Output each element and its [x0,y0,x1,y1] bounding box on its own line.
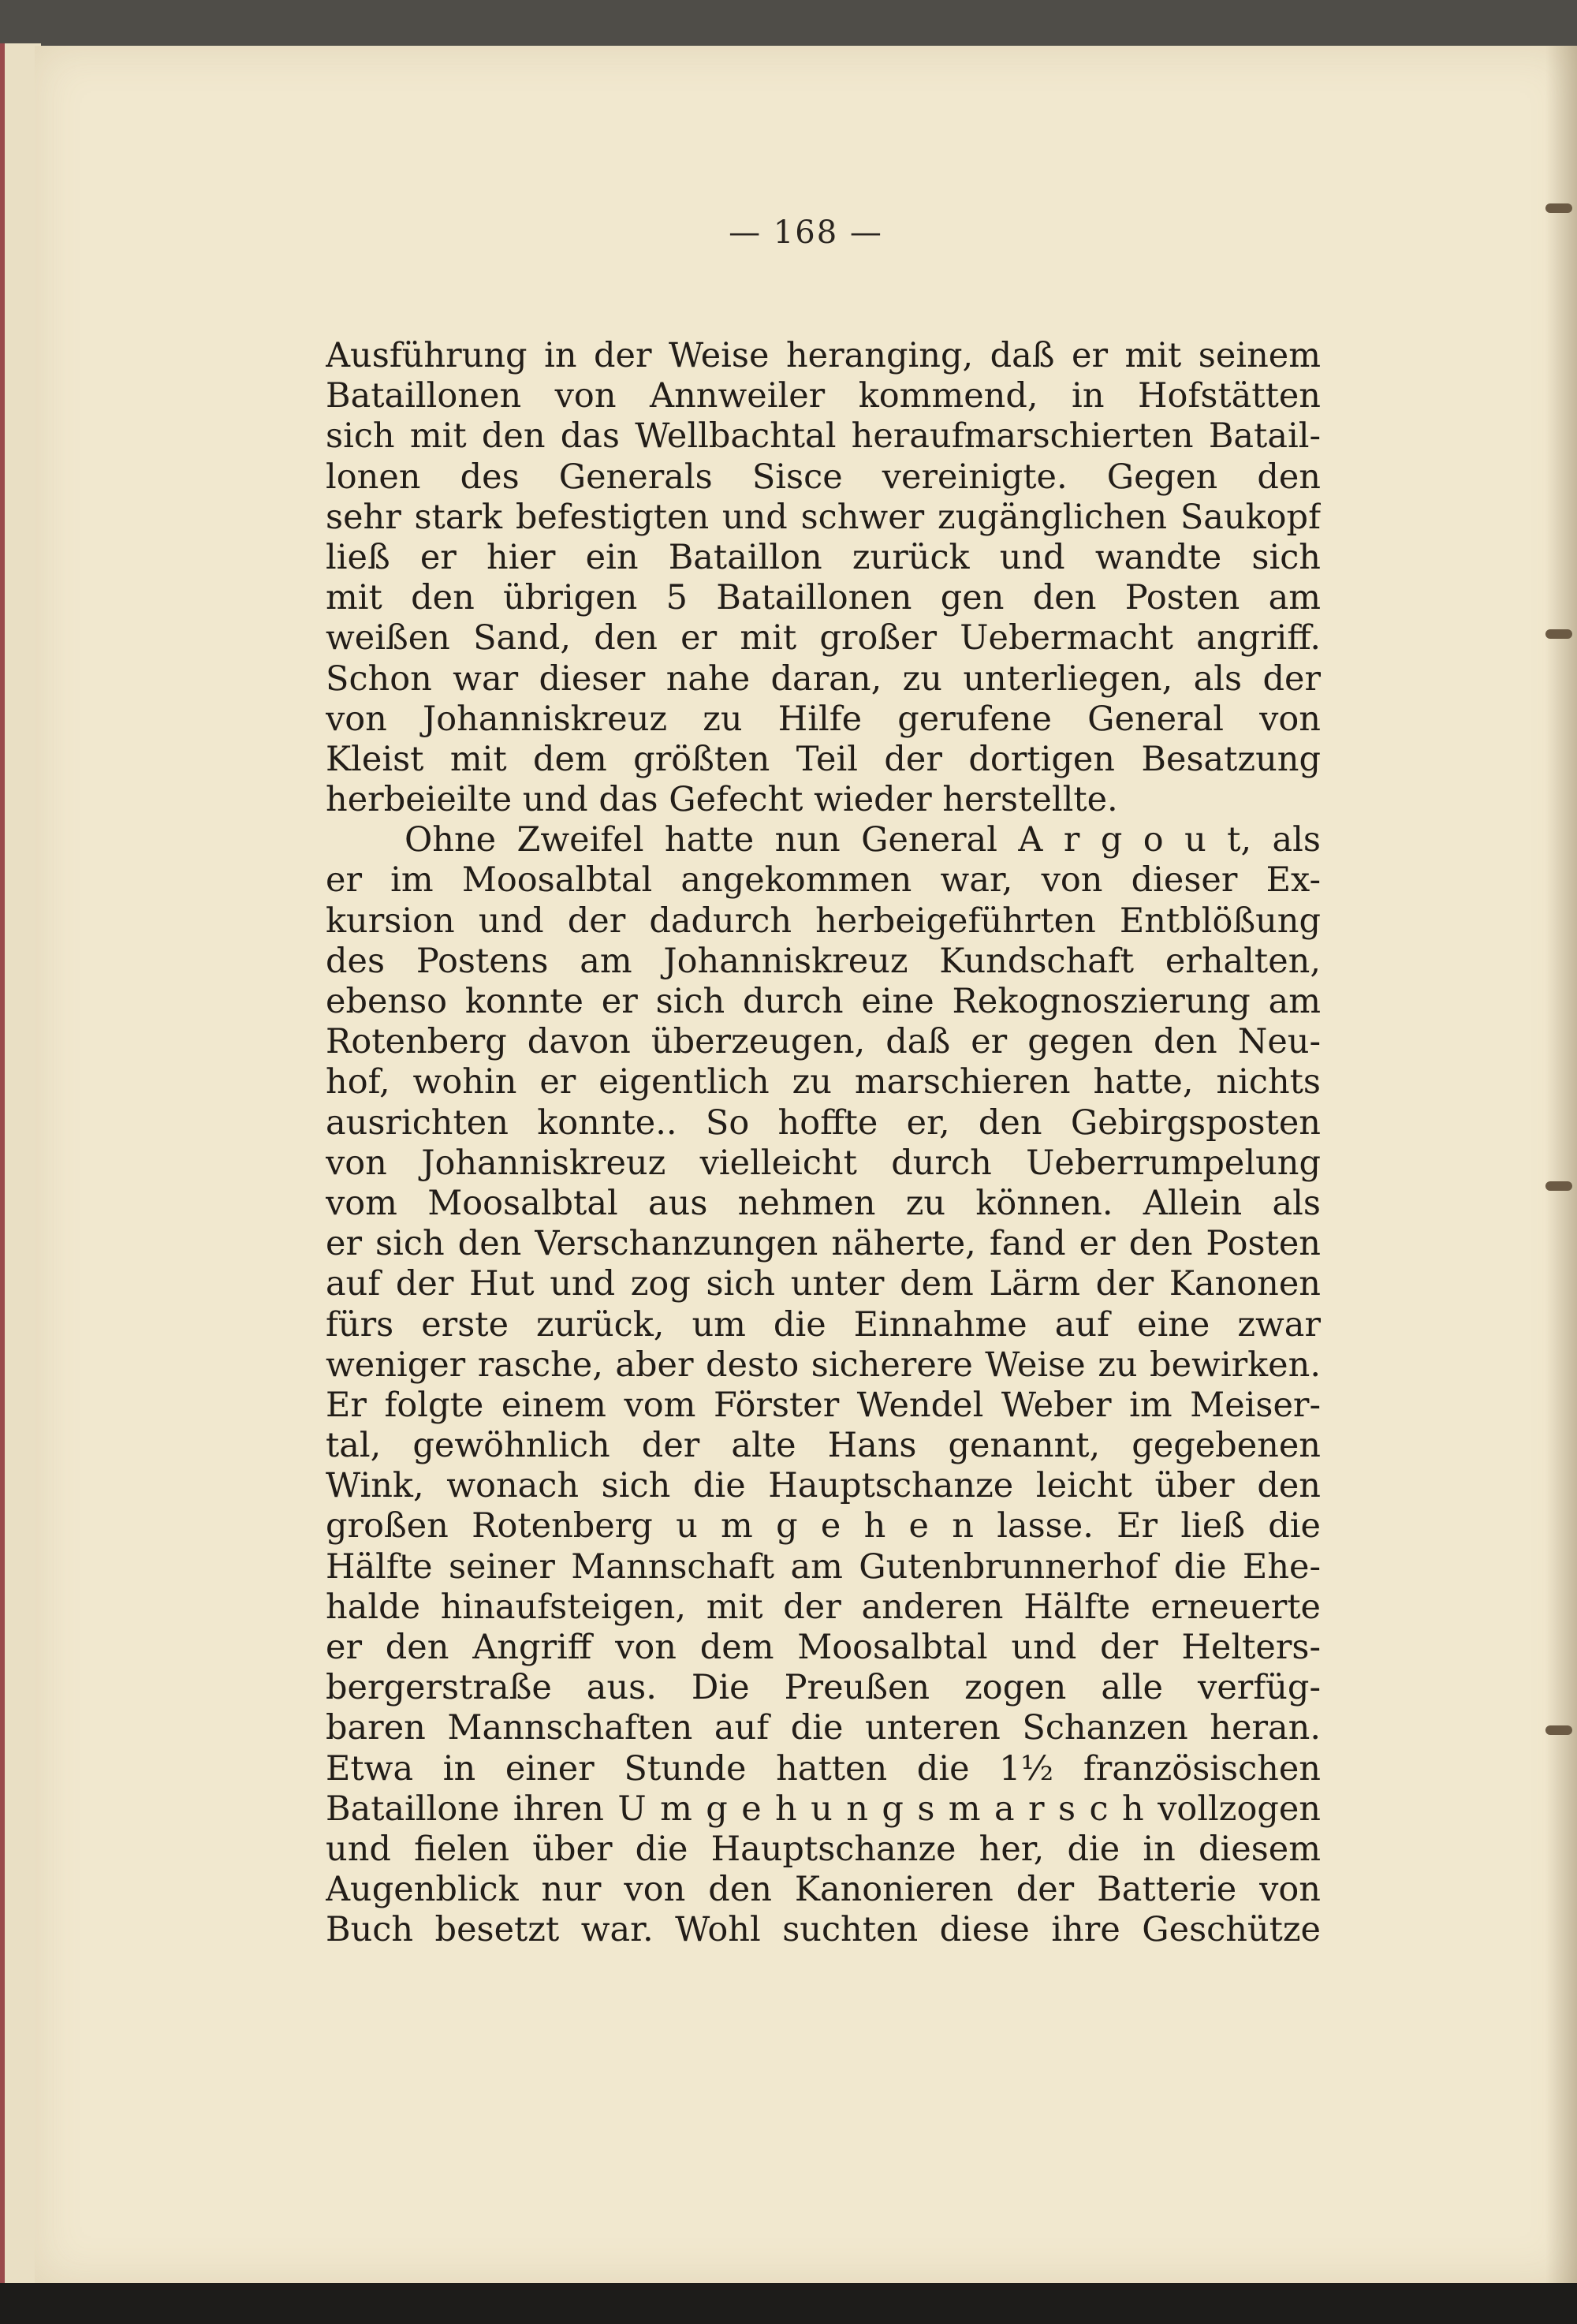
paragraph-1 [326,336,1321,820]
text-line: und fielen über die Hauptschanze her, die in diesem [326,1829,1321,1869]
text-line: Etwa in einer Stunde hatten die 1½ französischen [326,1748,1321,1789]
text-line: lonen des Generals Sisce vereinigte. Gegen den [326,457,1321,497]
book-cover-bottom [0,2283,1577,2324]
text-line: ebenso konnte er sich durch eine Rekognoszierung am [326,982,1321,1021]
text-line: Bataillonen von Annweiler kommend, in Hofstätten [326,376,1321,416]
paragraph-2 [326,820,1321,1950]
book-page [35,46,1577,2284]
text-line: ausrichten konnte.. So hoffte er, den Gebirgsposten [326,1102,1321,1143]
text-line: vom Moosalbtal aus nehmen zu können. Allein als [326,1183,1321,1223]
text-line: Ausführung in der Weise heranging, daß er mit seinem [326,336,1321,375]
text-line: des Postens am Johanniskreuz Kundschaft erhalten, [326,941,1321,981]
text-line: tal, gewöhnlich der alte Hans genannt, gegebenen [326,1426,1321,1466]
binding-mark [1545,1725,1572,1735]
text-line: Rotenberg davon überzeugen, daß er gegen den Neu- [326,1022,1321,1062]
binding-mark [1545,1181,1572,1191]
text-line: auf der Hut und zog sich unter dem Lärm der Kanonen [326,1264,1321,1304]
page-gutter-shadow [1545,46,1577,2284]
page-number: — 168 — [729,214,883,251]
text-line: sich mit den das Wellbachtal heraufmarschierten Batail- [326,416,1321,457]
text-line: herbeieilte und das Gefecht wieder herstellte. [326,780,1118,820]
text-line: kursion und der dadurch herbeigeführten Entblößung [326,901,1321,941]
text-line: Bataillone ihren U m g e h u n g s m a r s c h vollzogen [326,1789,1321,1829]
text-line: Hälfte seiner Mannschaft am Gutenbrunnerhof die Ehe- [326,1546,1321,1587]
text-line: hof, wohin er eigentlich zu marschieren hatte, nichts [326,1062,1321,1102]
text-line: weißen Sand, den er mit großer Uebermacht angriff. [326,618,1321,658]
text-line: halde hinaufsteigen, mit der anderen Hälfte erneuerte [326,1587,1321,1627]
text-line: Ohne Zweifel hatte nun General A r g o u t, als [405,820,1321,860]
text-line: er den Angriff von dem Moosalbtal und der Helters- [326,1628,1321,1667]
text-line: er sich den Verschanzungen näherte, fand er den Posten [326,1224,1321,1264]
text-line: Wink, wonach sich die Hauptschanze leicht über den [326,1466,1321,1506]
text-line: von Johanniskreuz vielleicht durch Ueberrumpelung [326,1143,1321,1183]
text-line: fürs erste zurück, um die Einnahme auf eine zwar [326,1304,1321,1345]
text-line: mit den übrigen 5 Bataillonen gen den Posten am [326,578,1321,618]
text-line: Buch besetzt war. Wohl suchten diese ihre Geschütze [326,1910,1321,1950]
body-text [326,336,1321,1951]
book-cover-top [0,0,1577,47]
text-line: ließ er hier ein Bataillon zurück und wandte sich [326,537,1321,577]
text-line: von Johanniskreuz zu Hilfe gerufene General von [326,699,1321,739]
text-line: Schon war dieser nahe daran, zu unterliegen, als der [326,658,1321,699]
binding-mark [1545,203,1572,213]
text-line: Augenblick nur von den Kanonieren der Batterie von [326,1870,1321,1910]
text-line: sehr stark befestigten und schwer zugänglichen Saukopf [326,497,1321,537]
text-line: baren Mannschaften auf die unteren Schanzen heran. [326,1708,1321,1748]
text-line: weniger rasche, aber desto sicherere Weise zu bewirken. [326,1345,1321,1385]
text-line: er im Moosalbtal angekommen war, von dieser Ex- [326,860,1321,901]
text-line: großen Rotenberg u m g e h e n lasse. Er ließ die [326,1506,1321,1546]
text-line: Er folgte einem vom Förster Wendel Weber im Meiser- [326,1385,1321,1425]
binding-mark [1545,629,1572,639]
text-line: Kleist mit dem größten Teil der dortigen Besatzung [326,739,1321,779]
text-line: bergerstraße aus. Die Preußen zogen alle verfüg- [326,1668,1321,1708]
